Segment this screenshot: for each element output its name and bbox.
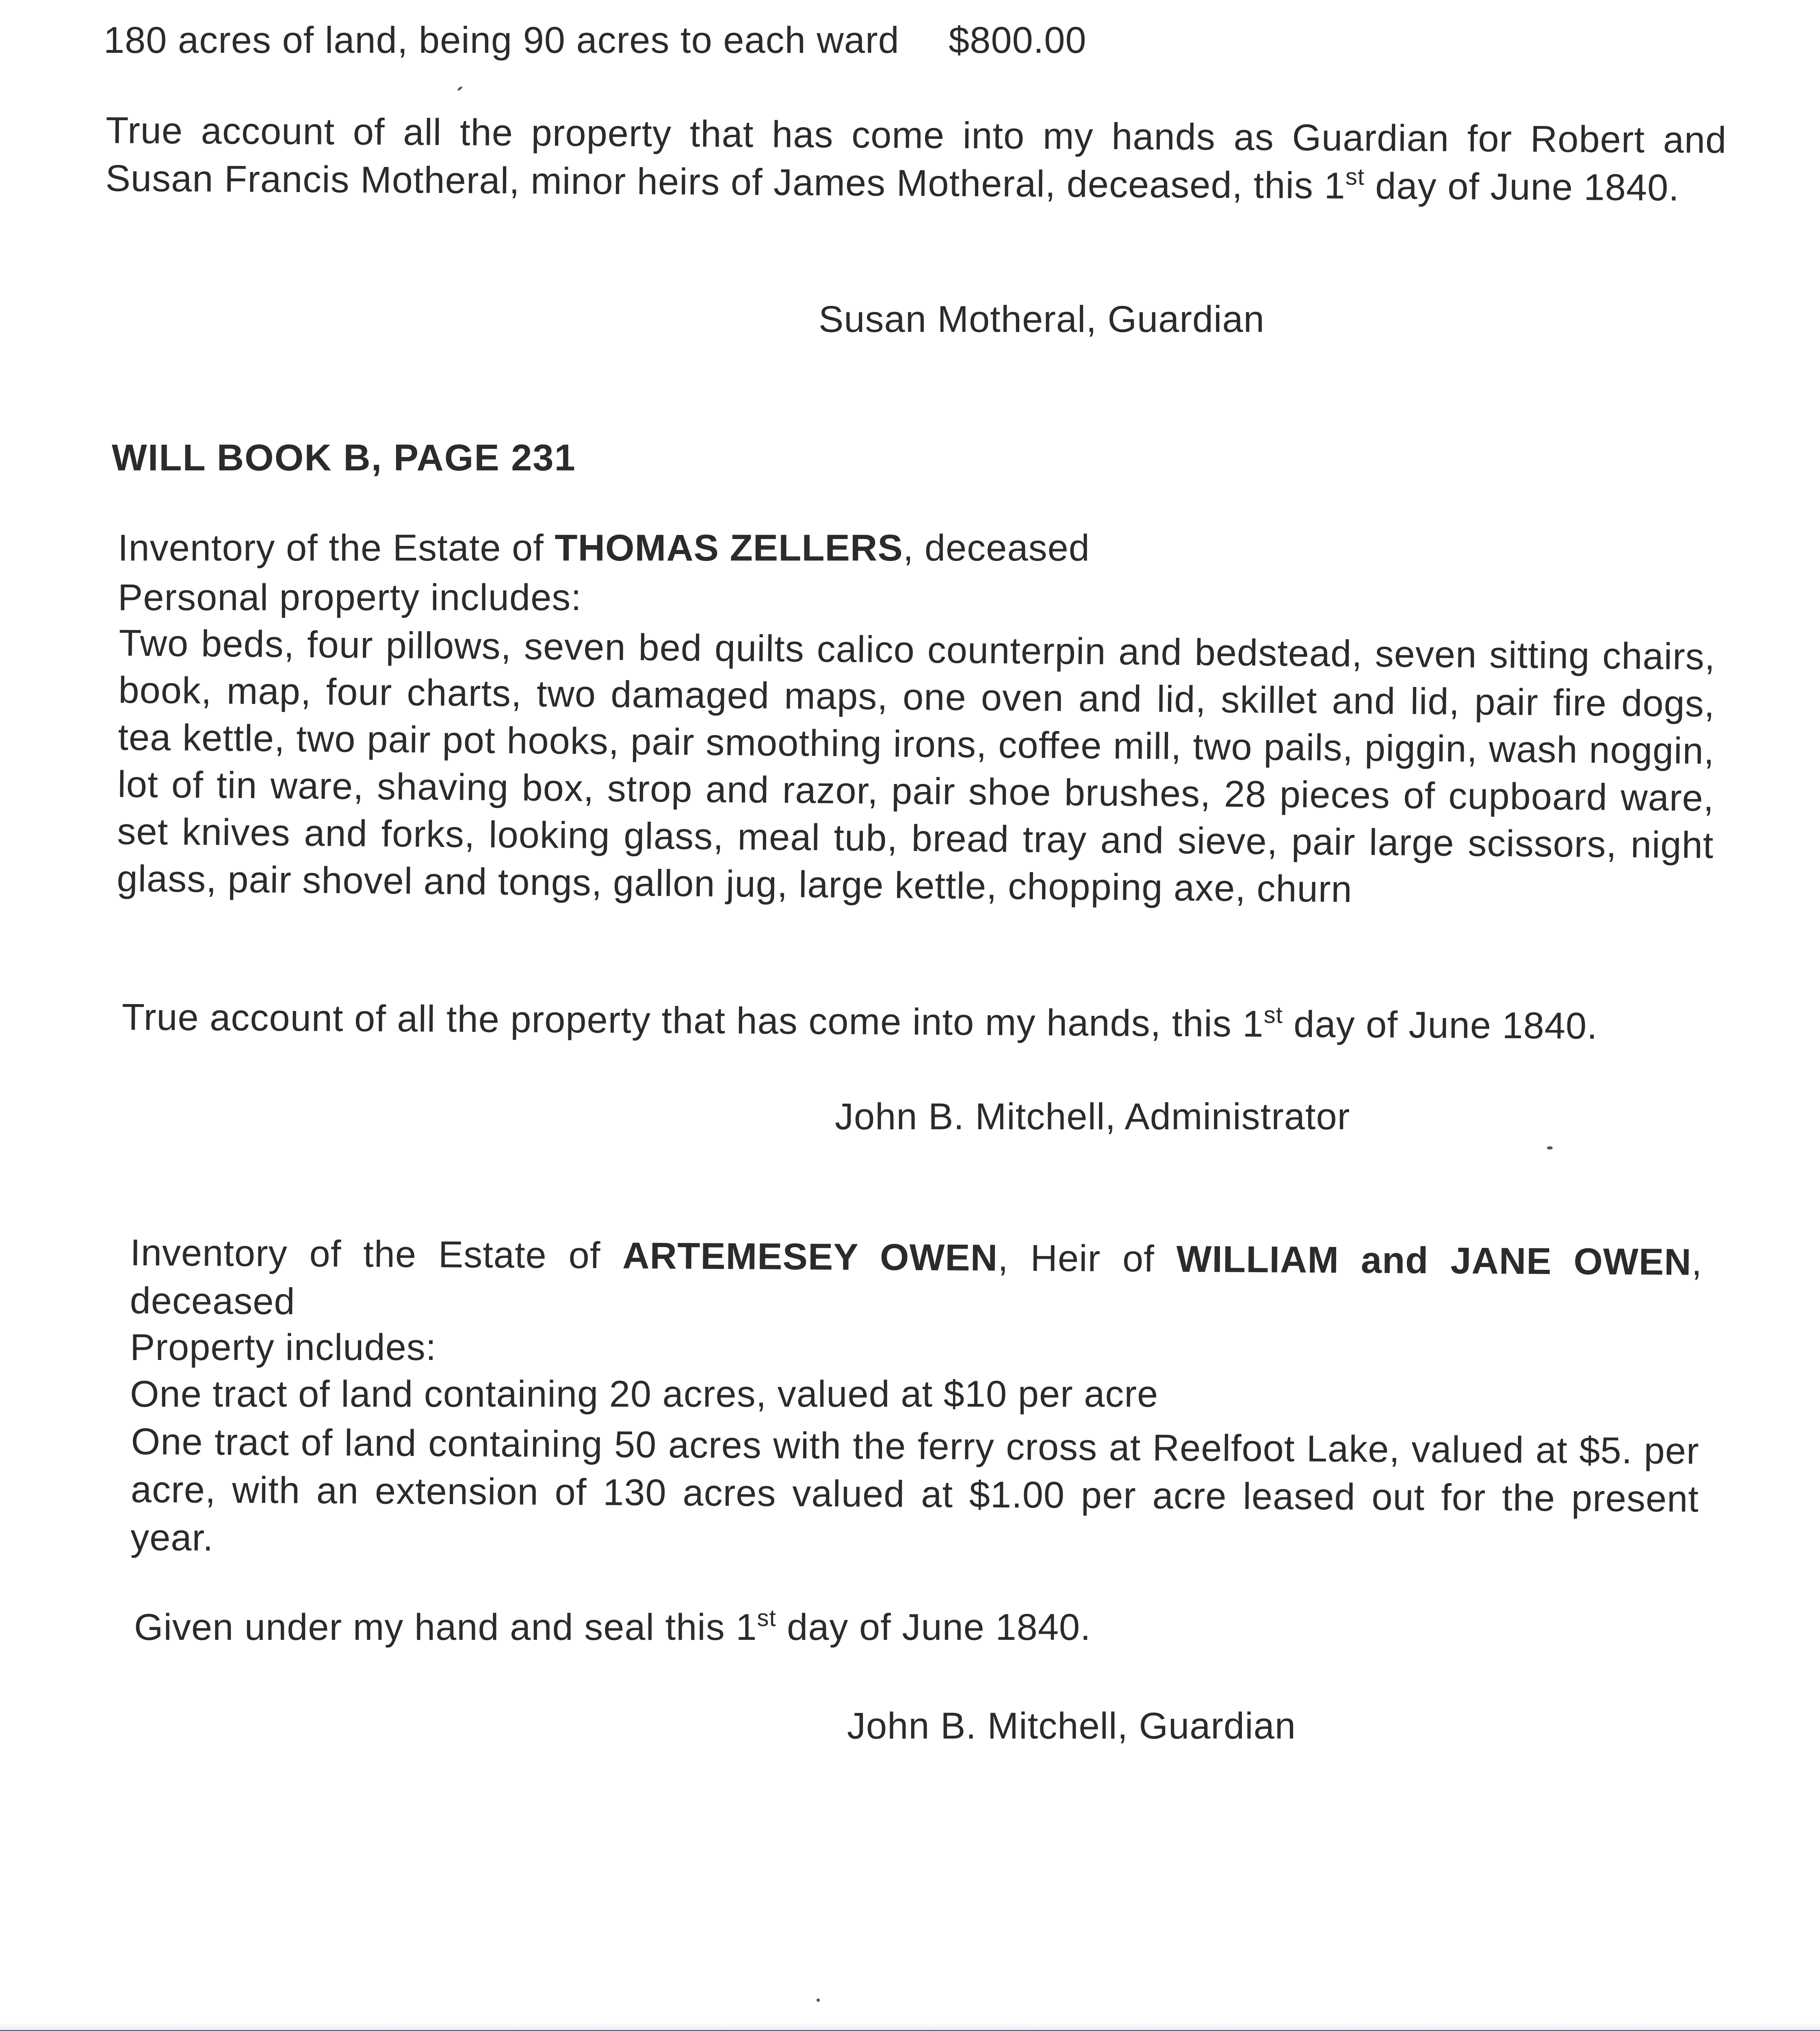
zellers-items-text: Two beds, four pillows, seven bed quilts calico counterpin and bedstead, seven sitting chairs, book, map, four charts, two damaged maps, one oven and lid, skillet and lid, pair fire dogs, tea kettle, two pair pot hooks, pair smoothing irons, coffee mill, two pails, piggin, wash noggin, lot of tin ware, shaving box, strop and razor, pair shoe brushes, 28 pieces of cupboard ware, set knives and forks, looking glass, meal tub, bread tray and sieve, pair large scissors, night glass, pair shovel and tongs, gallon jug, large kettle, chopping axe, churn (117, 622, 1716, 910)
owen-title-suffix: , deceased (130, 1241, 1703, 1323)
zellers-account (122, 993, 1598, 1050)
binding-shadow (0, 2023, 1820, 2031)
zellers-title-suffix: , deceased (903, 527, 1090, 569)
guardian-signature: Susan Motheral, Guardian (819, 299, 1265, 340)
book-heading: WILL BOOK B, PAGE 231 (112, 437, 576, 479)
zellers-signature: John B. Mitchell, Administrator (835, 1096, 1350, 1137)
zellers-title (118, 524, 1090, 572)
owen-heir-name: ARTEMESEY OWEN (622, 1235, 998, 1279)
owen-title-prefix: Inventory of the Estate of (130, 1232, 623, 1277)
owen-given-text: Given under my hand and seal this 1 (134, 1607, 757, 1648)
guardian-account-paragraph (105, 106, 1727, 212)
scan-speck (817, 1999, 820, 2002)
owen-subtitle: Property includes: (130, 1327, 437, 1368)
guardian-account-sup: st (1345, 163, 1365, 190)
land-value: $800.00 (949, 19, 1087, 61)
owen-given-text-end: day of June 1840. (776, 1607, 1091, 1648)
owen-title-paragraph (130, 1229, 1702, 1334)
zellers-items-paragraph (117, 619, 1716, 916)
zellers-account-text-end: day of June 1840. (1283, 1003, 1598, 1047)
scan-speck (457, 86, 463, 91)
zellers-account-sup: st (1263, 1002, 1283, 1028)
land-line-text: 180 acres of land, being 90 acres to each ward (104, 19, 899, 61)
owen-title (130, 1229, 1702, 1334)
zellers-subtitle: Personal property includes: (118, 577, 582, 618)
owen-tract-two: One tract of land containing 50 acres with the ferry cross at Reelfoot Lake, valued at $5. per acre, with an extension of 130 acres valued at $1.00 per acre leased out for the present year. (130, 1421, 1699, 1559)
land-line (104, 16, 1525, 64)
guardian-account-text-end: day of June 1840. (1364, 165, 1680, 209)
owen-tract-one: One tract of land containing 20 acres, valued at $10 per acre (130, 1373, 1159, 1415)
scan-speck (1547, 1146, 1553, 1150)
guardian-account-text: True account of all the property that has come into my hands as Guardian for Robert and Susan Francis Motheral, minor heirs of James Motheral, deceased, this 1 (105, 110, 1727, 207)
zellers-title-prefix: Inventory of the Estate of (118, 527, 555, 569)
zellers-account-text: True account of all the property that has come into my hands, this 1 (121, 996, 1264, 1045)
owen-signature: John B. Mitchell, Guardian (847, 1705, 1296, 1747)
owen-parents-names: WILLIAM and JANE OWEN (1176, 1238, 1692, 1283)
owen-tract-two-paragraph (130, 1418, 1699, 1571)
owen-given-line (134, 1603, 1091, 1651)
owen-title-mid: , Heir of (997, 1237, 1176, 1280)
owen-given-sup: st (757, 1605, 776, 1631)
zellers-decedent-name: THOMAS ZELLERS (555, 527, 903, 569)
